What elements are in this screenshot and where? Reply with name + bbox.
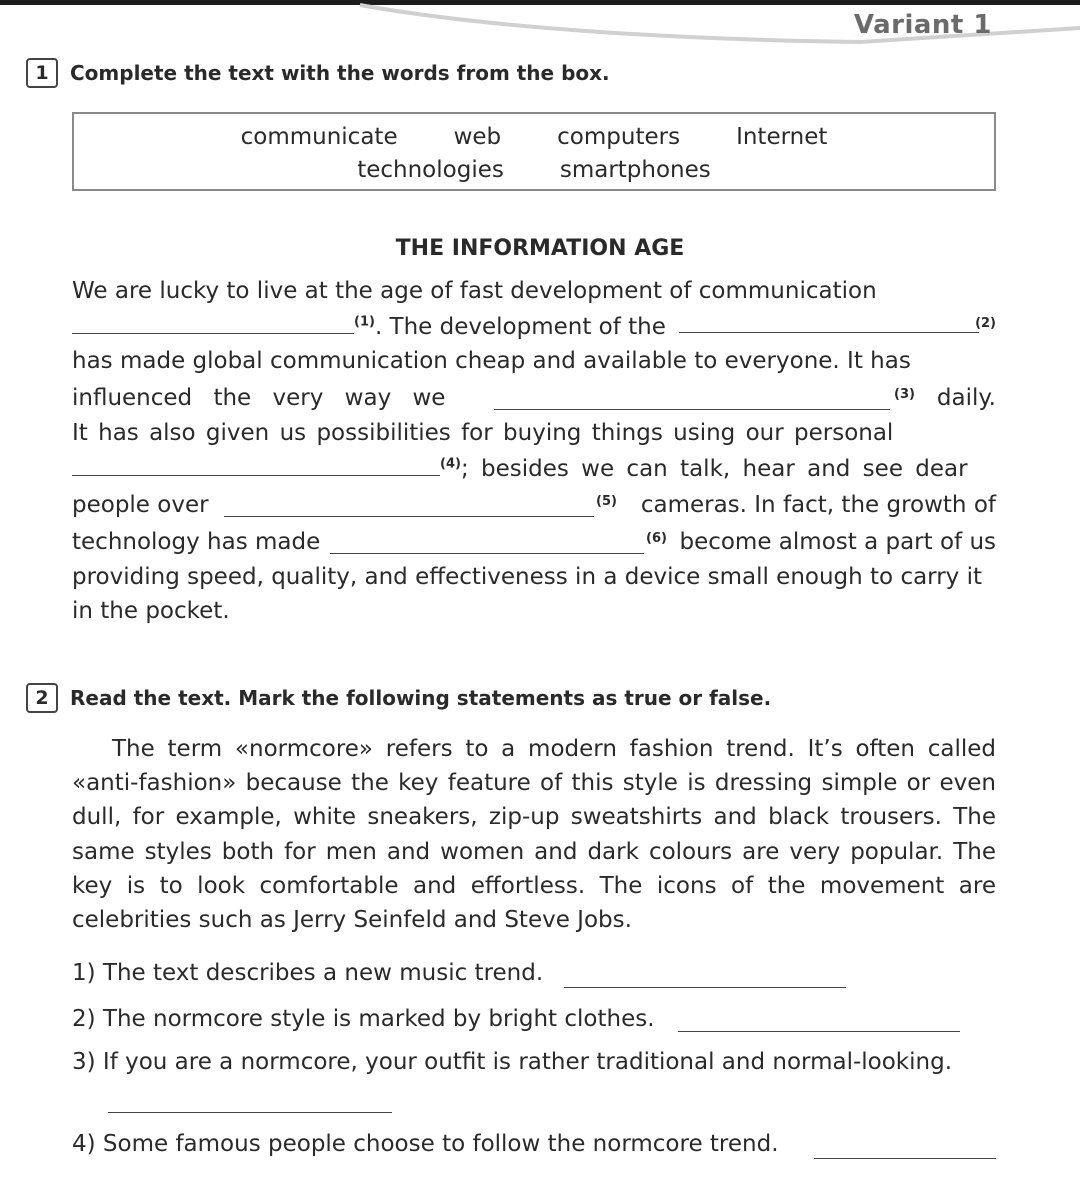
statement-4: 4) Some famous people choose to follow the normcore trend. — [72, 1131, 779, 1157]
word-item: communicate — [240, 124, 398, 150]
answer-blank-6[interactable] — [330, 533, 644, 554]
task1-header — [26, 58, 610, 88]
answer-line-4[interactable] — [814, 1158, 996, 1159]
variant-label: Variant 1 — [853, 10, 992, 40]
statement-3: 3) If you are a normcore, your outfit is rather traditional and normal-looking. — [72, 1049, 953, 1075]
text-title: THE INFORMATION AGE — [395, 236, 685, 261]
line-text: cameras. In fact, the growth of — [640, 492, 996, 518]
answer-blank-1[interactable] — [72, 313, 354, 334]
answer-line-2[interactable] — [678, 1031, 960, 1032]
word-item: computers — [557, 124, 681, 150]
gap-ref: (1) — [354, 314, 375, 330]
line-text: daily. — [936, 385, 996, 411]
text-line — [72, 562, 996, 592]
answer-blank-3[interactable] — [494, 389, 890, 410]
line-text: providing speed, quality, and effectiveness in a device small enough to carry it — [72, 564, 983, 590]
answer-blank-2[interactable] — [679, 312, 979, 333]
task1-instruction: Complete the text with the words from the box. — [70, 61, 610, 85]
task2-instruction: Read the text. Mark the following statements as true or false. — [70, 686, 772, 710]
line-text: We are lucky to live at the age of fast development of communication — [72, 278, 877, 304]
answer-blank-5[interactable] — [224, 496, 594, 517]
line-text: influenced the very way we — [72, 385, 446, 411]
line-text: technology has made — [72, 529, 321, 555]
answer-line-3[interactable] — [108, 1112, 392, 1113]
line-text: has made global communication cheap and available to everyone. It has — [72, 348, 911, 374]
line-text: people over — [72, 492, 209, 518]
text-line: influenced the very way we (3) daily. — [72, 385, 996, 411]
text-line: people over (5) cameras. In fact, the growth of — [72, 492, 996, 518]
word-box — [72, 112, 996, 191]
text-line — [72, 346, 996, 376]
task1-number: 1 — [26, 58, 58, 88]
line-text: become almost a part of us — [679, 529, 996, 555]
text-line — [72, 596, 996, 626]
gap-ref: (4) — [440, 456, 461, 472]
line-text: in the pocket. — [72, 598, 230, 624]
word-item: Internet — [736, 124, 828, 150]
text-line — [72, 276, 996, 306]
word-item: smartphones — [559, 157, 711, 183]
statement-1: 1) The text describes a new music trend. — [72, 960, 544, 986]
answer-blank-4[interactable] — [72, 455, 440, 476]
word-box-row — [74, 124, 994, 150]
text-line: technology has made (6) become almost a part of us — [72, 529, 996, 555]
text-line — [72, 454, 996, 484]
word-item: web — [453, 124, 502, 150]
line-text: ; besides we can talk, hear and see dear — [460, 456, 968, 482]
statement-2: 2) The normcore style is marked by bright clothes. — [72, 1006, 655, 1032]
task2-header — [26, 683, 771, 713]
reading-paragraph: The term «normcore» refers to a modern fashion trend. It’s often called «anti-fashion» because the key feature of this style is dressing simple or even dull, for example, white sneakers, zip-up sweatshirts and black trousers. The same styles both for men and women and dark colours are very popular. The key is to look comfortable and effortless. The icons of the movement are celebrities such as Jerry Seinfeld and Steve Jobs. — [72, 736, 996, 934]
line-text: . The development of the — [374, 314, 666, 340]
text-line — [72, 418, 996, 448]
text-line: $^{(1)}$. The development of the (2) — [72, 312, 996, 342]
task2-number: 2 — [26, 683, 58, 713]
answer-line-1[interactable] — [564, 987, 846, 988]
word-item: technologies — [357, 157, 504, 183]
word-box-row — [74, 157, 994, 183]
line-text: It has also given us possibilities for buying things using our personal — [72, 420, 894, 446]
